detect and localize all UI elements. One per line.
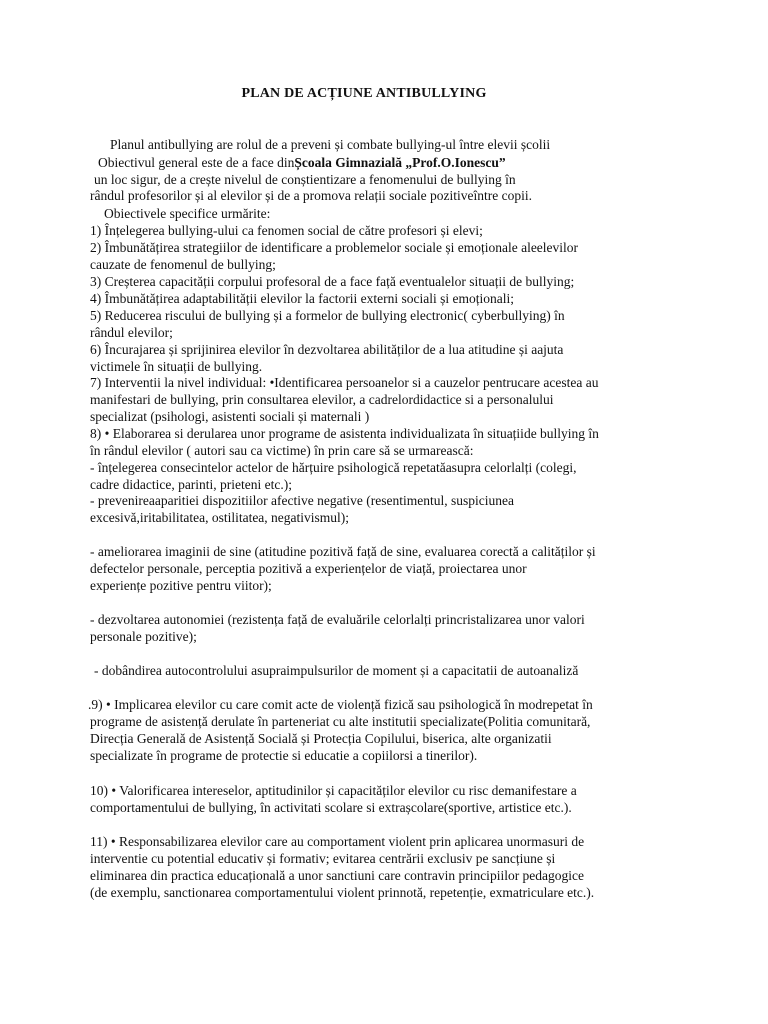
body-line: - ameliorarea imaginii de sine (atitudine pozitivă față de sine, evaluarea corectă a calităților și <box>90 544 596 559</box>
intro-text: Obiectivul general este de a face din <box>98 155 295 170</box>
body-line: personale pozitive); <box>90 629 197 644</box>
body-line: 7) Interventii la nivel individual: •Identificarea persoanelor si a cauzelor pentrucare acestea au <box>90 375 599 390</box>
school-name: Școala Gimnazială „Prof.O.Ionescu” <box>294 155 506 170</box>
document-title: PLAN DE ACȚIUNE ANTIBULLYING <box>241 86 487 101</box>
intro-line <box>98 154 506 171</box>
intro-line: un loc sigur, de a crește nivelul de conștientizare a fenomenului de bullying în <box>94 172 516 187</box>
body-line: cauzate de fenomenul de bullying; <box>90 257 276 272</box>
body-line: specializate în programe de protectie si educatie a copiilorsi a tinerilor). <box>90 748 478 763</box>
body-line: - înțelegerea consecintelor actelor de hărțuire psihologică repetatăasupra celorlalți (colegi, <box>90 460 577 475</box>
body-line: 1) Înțelegerea bullying-ului ca fenomen social de către profesori și elevi; <box>90 223 483 238</box>
body-line: Direcția Generală de Asistență Socială și Protecția Copilului, biserica, alte organizatii <box>90 731 552 746</box>
body-line: excesivă,iritabilitatea, ostilitatea, negativismul); <box>90 510 350 525</box>
body-line: 4) Îmbunătățirea adaptabilității elevilor la factorii externi sociali și emoționali; <box>90 291 514 306</box>
body-line: manifestari de bullying, prin consultarea elevilor, a cadrelordidactice si a personalului <box>90 392 554 407</box>
body-line: 11) • Responsabilizarea elevilor care au comportament violent prin aplicarea unormasuri de <box>90 834 585 849</box>
body-line: rândul elevilor; <box>90 325 173 340</box>
body-line: (de exemplu, sanctionarea comportamentului violent prinnotă, repetenție, exmatriculare etc.). <box>90 885 595 900</box>
intro-line: Obiectivele specifice urmărite: <box>104 206 271 221</box>
intro-line: Planul antibullying are rolul de a preveni și combate bullying-ul între elevii școlii <box>110 137 551 152</box>
body-line: - prevenireaaparitiei dispozitiilor afective negative (resentimentul, suspiciunea <box>90 493 514 508</box>
body-line: .9) • Implicarea elevilor cu care comit acte de violență fizică sau psihologică în modrepetat în <box>88 697 593 712</box>
body-line: 10) • Valorificarea intereselor, aptitudinilor și capacităților elevilor cu risc demanifestare a <box>90 783 577 798</box>
body-line: defectelor personale, perceptia pozitivă a experiențelor de viață, proiectarea unor <box>90 561 527 576</box>
body-line: 5) Reducerea riscului de bullying și a formelor de bullying electronic( cyberbullying) în <box>90 308 565 323</box>
body-line: 6) Încurajarea și sprijinirea elevilor în dezvoltarea abilităților de a lua atitudine și aajuta <box>90 342 564 357</box>
body-line: - dezvoltarea autonomiei (rezistența față de evaluările celorlalți princristalizarea unor valori <box>90 612 585 627</box>
body-line: cadre didactice, parinti, prieteni etc.); <box>90 477 293 492</box>
body-line: comportamentului de bullying, în activitati scolare si extrașcolare(sportive, artistice etc.). <box>90 800 572 815</box>
body-line: programe de asistență derulate în parteneriat cu alte institutii specializate(Politia comunitară, <box>90 714 591 729</box>
body-line: victimele în situații de bullying. <box>90 359 263 374</box>
body-line: - dobândirea autocontrolului asupraimpulsurilor de moment și a capacitatii de autoanaliză <box>94 663 579 678</box>
body-line: 3) Creșterea capacității corpului profesoral de a face față eventualelor situații de bullying; <box>90 274 575 289</box>
body-line: 8) • Elaborarea si derularea unor programe de asistenta individualizata în situațiide bullying în <box>90 426 599 441</box>
intro-line: rândul profesorilor și al elevilor și de a promova relații sociale pozitiveîntre copii. <box>90 188 532 203</box>
body-line: specializat (psihologi, asistenti sociali și maternali ) <box>90 409 370 424</box>
body-line: eliminarea din practica educațională a unor sanctiuni care contravin principiilor pedagogice <box>90 868 585 883</box>
body-line: în rândul elevilor ( autori sau ca victime) în prin care să se urmarească: <box>90 443 474 458</box>
body-line: interventie cu potential educativ și formativ; evitarea centrării exclusiv pe sancțiune și <box>90 851 556 866</box>
body-line: experiențe pozitive pentru viitor); <box>90 578 272 593</box>
body-line: 2) Îmbunătățirea strategiilor de identificare a problemelor sociale și emoționale aleelevilor <box>90 240 579 255</box>
